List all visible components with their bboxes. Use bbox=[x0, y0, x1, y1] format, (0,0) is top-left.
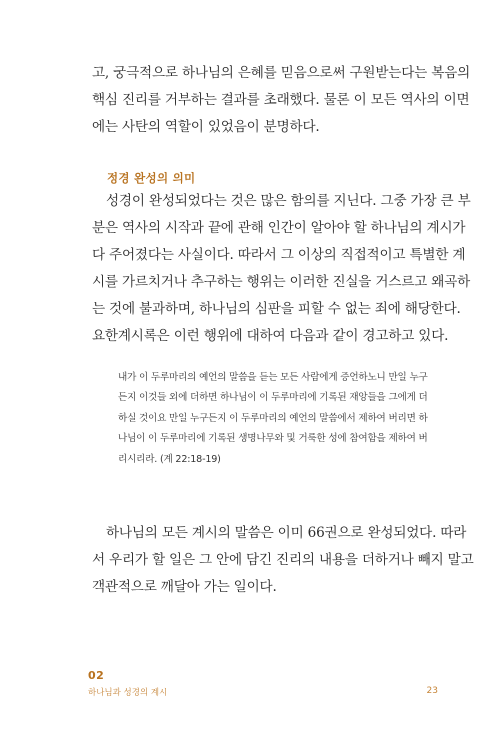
text-line: 다 주어졌다는 사실이다. 따라서 그 이상의 직접적이고 특별한 계 bbox=[92, 247, 466, 263]
text-line: 성경이 완성되었다는 것은 많은 함의를 지닌다. 그중 가장 큰 부 bbox=[106, 193, 471, 209]
body-paragraph-2 bbox=[92, 188, 471, 350]
text-line: 요한계시록은 이런 행위에 대하여 다음과 같이 경고하고 있다. bbox=[92, 328, 449, 344]
text-line: 분은 역사의 시작과 끝에 관해 인간이 알아야 할 하나님의 계시가 bbox=[92, 220, 466, 236]
text-line: 는 것에 불과하며, 하나님의 심판을 피할 수 없는 죄에 해당한다. bbox=[92, 301, 461, 317]
quote-line: 내가 이 두루마리의 예언의 말씀을 듣는 모든 사람에게 증언하노니 만일 누구 bbox=[118, 372, 428, 383]
chapter-title: 하나님과 성경의 계시 bbox=[88, 688, 168, 698]
text-line: 에는 사탄의 역할이 있었음이 분명하다. bbox=[92, 119, 320, 135]
text-line: 하나님의 모든 계시의 말씀은 이미 66권으로 완성되었다. 따라 bbox=[106, 525, 467, 541]
body-paragraph-3 bbox=[92, 520, 474, 601]
quote-line: 하실 것이요 만일 누구든지 이 두루마리의 예언의 말씀에서 제하여 버리면 하 bbox=[118, 412, 428, 424]
text-line: 객관적으로 깨달아 가는 일이다. bbox=[92, 579, 277, 595]
scripture-quote bbox=[118, 368, 438, 470]
text-line: 고, 궁극적으로 하나님의 은혜를 믿음으로써 구원받는다는 복음의 bbox=[92, 65, 470, 81]
page-number: 23 bbox=[426, 686, 438, 696]
text-line: 시를 가르치거나 추구하는 행위는 이러한 진실을 거스르고 왜곡하 bbox=[92, 274, 470, 290]
text-line: 핵심 진리를 거부하는 결과를 초래했다. 물론 이 모든 역사의 이면 bbox=[92, 92, 470, 108]
text-line: 서 우리가 할 일은 그 안에 담긴 진리의 내용을 더하거나 빼지 말고 bbox=[92, 552, 474, 568]
section-heading: 정경 완성의 의미 bbox=[107, 171, 196, 185]
quote-line: 나님이 이 두루마리에 기록된 생명나무와 및 거룩한 성에 참여함을 제하여 버 bbox=[118, 433, 428, 445]
chapter-number: 02 bbox=[88, 669, 105, 682]
quote-line: 든지 이것들 외에 더하면 하나님이 이 두루마리에 기록된 재앙들을 그에게 더 bbox=[118, 392, 428, 404]
body-paragraph-1 bbox=[92, 60, 470, 141]
quote-line: 리시리라. (계 22:18-19) bbox=[118, 453, 221, 465]
